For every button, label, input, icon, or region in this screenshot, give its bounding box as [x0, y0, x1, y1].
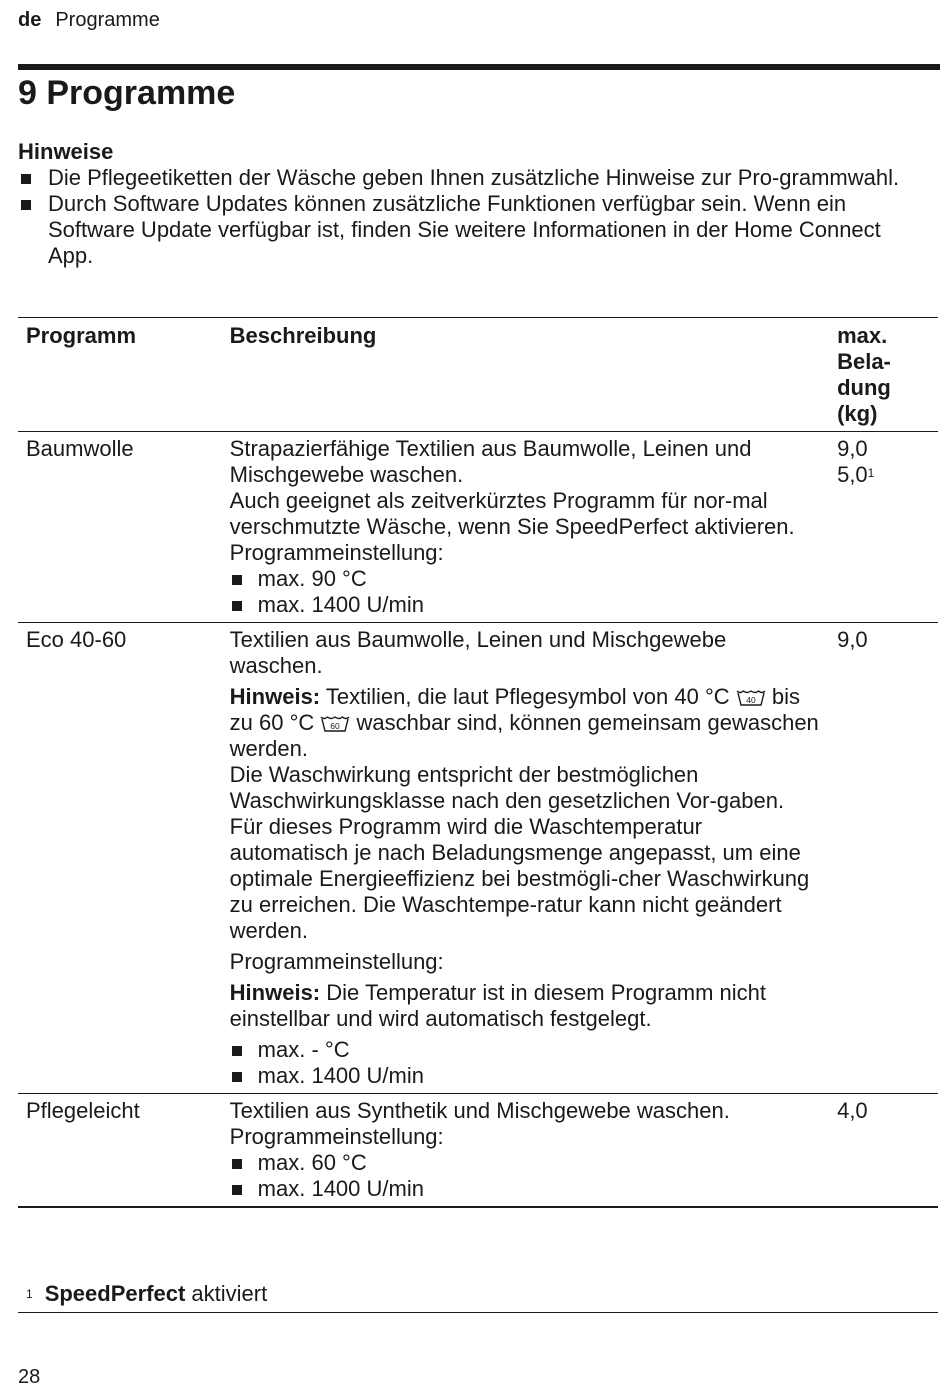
chapter-title: 9 Programme [18, 74, 236, 112]
load-value: 9,0 [837, 436, 868, 461]
footnote-ref: 1 [867, 466, 875, 480]
description-text: Textilien aus Baumwolle, Leinen und Mischgewebe waschen. [229, 627, 727, 678]
header-program: Programm [18, 318, 222, 432]
footnote-text: aktiviert [185, 1281, 268, 1306]
table-row-baumwolle [18, 432, 938, 623]
setting-item: max. 1400 U/min [230, 592, 823, 618]
table-row-eco [18, 623, 938, 1094]
notes-block [18, 139, 926, 269]
header-description: Beschreibung [222, 318, 829, 432]
load-value: 9,0 [837, 627, 868, 652]
hint-label: Hinweis: [229, 980, 321, 1005]
description-text: Strapazierfähige Textilien aus Baumwolle, Leinen und Mischgewebe waschen. [229, 436, 752, 487]
max-load [829, 1094, 938, 1208]
setting-item: max. 60 °C [230, 1150, 823, 1176]
wash-tub-60-icon [320, 715, 350, 733]
language-code: de [18, 9, 42, 31]
hint-paragraph [230, 980, 823, 1032]
setting-item: max. 1400 U/min [230, 1063, 823, 1089]
description-text: Die Waschwirkung entspricht der bestmöglichen Waschwirkungsklasse nach den gesetzlichen Vor-gaben. [229, 762, 785, 813]
load-value-speedperfect [837, 462, 932, 488]
description-text: Textilien aus Synthetik und Mischgewebe waschen. [229, 1098, 730, 1123]
hint-text: Textilien, die laut Pflegesymbol von 40 °C [320, 684, 736, 709]
program-name: Pflegeleicht [18, 1094, 222, 1208]
hint-text: waschbar sind, können gemeinsam gewaschen werden. [229, 710, 819, 761]
load-value: 4,0 [837, 1098, 868, 1123]
header-rule [18, 64, 940, 70]
footnote-mark: 1 [26, 1287, 33, 1301]
settings-list [230, 1150, 823, 1202]
setting-item: max. 1400 U/min [230, 1176, 823, 1202]
hint-text: Die Temperatur ist in diesem Programm nicht einstellbar und wird automatisch festgelegt. [229, 980, 767, 1031]
table-header-row [18, 318, 938, 432]
settings-list [230, 566, 823, 618]
wash-tub-label: 40 [746, 695, 756, 705]
program-table [18, 317, 938, 1208]
wash-tub-40-icon [736, 689, 766, 707]
description-text: Auch geeignet als zeitverkürztes Programm für nor-mal verschmutzte Wäsche, wenn Sie SpeedPerfect aktivieren. [229, 488, 795, 539]
notes-title: Hinweise [18, 139, 114, 164]
max-load [829, 432, 938, 623]
description-text: Programmeinstellung: [229, 1124, 444, 1149]
section-name: Programme [55, 9, 160, 31]
description-text: Programmeinstellung: [229, 540, 444, 565]
program-description [222, 432, 829, 623]
note-item: Die Pflegeetiketten der Wäsche geben Ihnen zusätzliche Hinweise zur Pro-grammwahl. [18, 165, 926, 191]
description-text: Programmeinstellung: [229, 949, 444, 974]
notes-list [18, 165, 926, 269]
footnote [18, 1280, 938, 1313]
page-header [18, 9, 160, 32]
program-name: Eco 40-60 [18, 623, 222, 1094]
header-load [829, 318, 938, 432]
setting-item: max. 90 °C [230, 566, 823, 592]
setting-item: max. - °C [230, 1037, 823, 1063]
description-text: Für dieses Programm wird die Waschtemperatur automatisch je nach Beladungsmenge angepasst, um eine optimale Energieeffizienz bei bestmögli-cher Waschwirkung zu erreichen. Die Waschtempe-ratur kann nicht geändert werden. [229, 814, 810, 943]
page-number: 28 [18, 1366, 41, 1388]
header-load-label: max. Bela-dung (kg) [837, 323, 891, 426]
hint-label: Hinweis: [229, 684, 321, 709]
settings-list [230, 1037, 823, 1089]
footnote-bold: SpeedPerfect [44, 1281, 186, 1306]
hint-paragraph [230, 684, 823, 762]
note-item: Durch Software Updates können zusätzliche Funktionen verfügbar sein. Wenn ein Software Update verfügbar ist, finden Sie weitere Informationen in der Home Connect App. [18, 191, 926, 269]
program-description [222, 623, 829, 1094]
load-value-text: 5,0 [837, 462, 868, 487]
hint-text: bis zu 60 °C [229, 684, 801, 735]
table-row-pflegeleicht [18, 1094, 938, 1208]
program-name: Baumwolle [18, 432, 222, 623]
wash-tub-label: 60 [330, 721, 341, 731]
max-load [829, 623, 938, 1094]
program-description [222, 1094, 829, 1208]
